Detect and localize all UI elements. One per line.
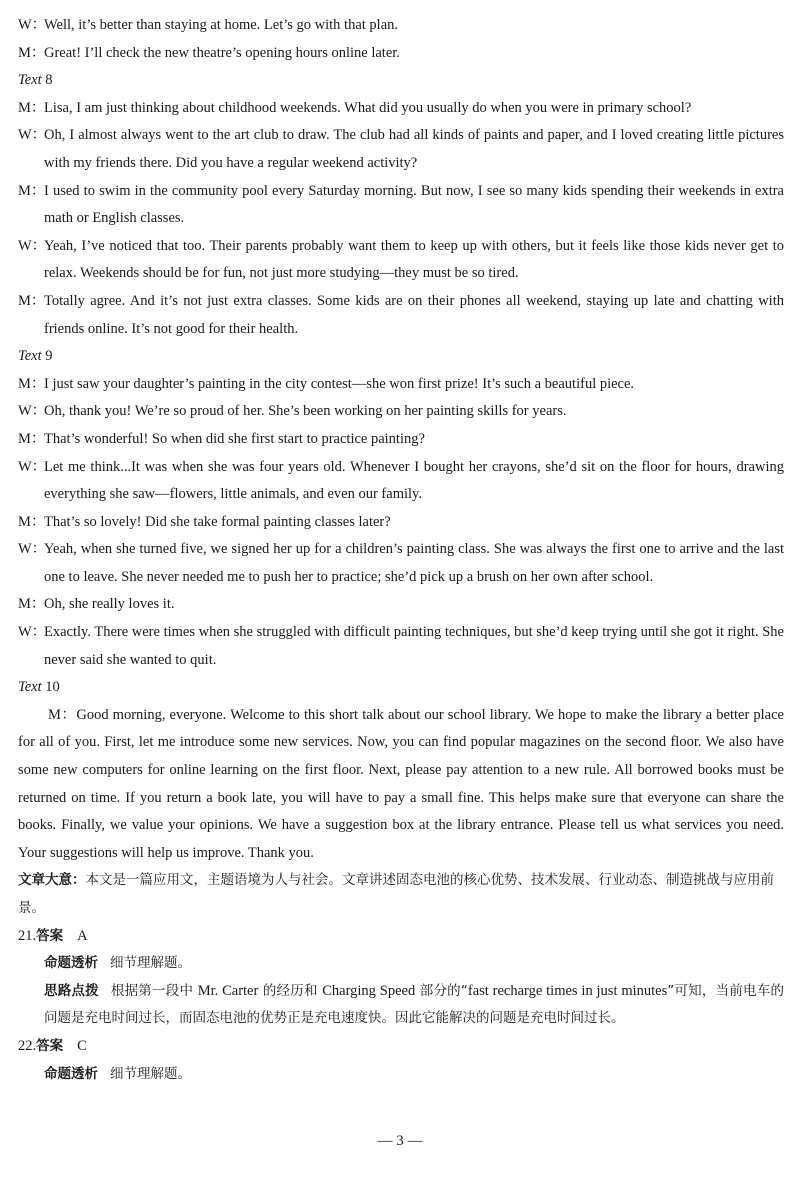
summary-label: 文章大意： — [18, 872, 86, 889]
answer-label: 答案 — [36, 927, 64, 944]
dialog-line — [18, 122, 784, 177]
dialog-text: Well, it’s better than staying at home. Let’s go with that plan. — [44, 17, 399, 33]
heading-italic: Text — [18, 348, 42, 365]
document-page — [18, 12, 784, 1088]
answer-header-21 — [18, 923, 784, 951]
dialog-line — [18, 95, 784, 123]
speaker-label: M： — [18, 182, 46, 199]
hint-text-en: Mr. Carter — [197, 982, 259, 999]
speaker-label: W： — [18, 458, 47, 475]
speaker-label: M： — [18, 44, 46, 61]
monologue-paragraph: M：Good morning, everyone. Welcome to this short talk about our school library. We hope to make the library a better place for all of you. First, let me introduce some new services. Now, you can find popular magazines on the second floor. We also have some new computers for online learning on the first floor. Next, please pay attention to a new rule. All borrowed books must be returned on time. If you return a book late, you will have to pay a small fine. This helps make sure that everyone can share the books. Finally, we value your opinions. We have a suggestion box at the library entrance. Please tell us what services you need. Your suggestions will help us improve. Thank you. — [18, 706, 784, 861]
analysis-label: 命题透析 — [44, 1065, 98, 1082]
hint-paragraph — [18, 978, 784, 1033]
heading-number: 8 — [41, 72, 53, 89]
speaker-label: M： — [18, 513, 46, 530]
dialog-text: That’s wonderful! So when did she first start to practice painting? — [44, 430, 425, 447]
dialog-line — [18, 509, 784, 537]
heading-number: 10 — [41, 679, 60, 696]
analysis-text: 细节理解题。 — [110, 1065, 191, 1082]
speaker-label: W： — [18, 127, 47, 144]
hint-label: 思路点拨 — [44, 982, 99, 999]
dialog-text: Lisa, I am just thinking about childhood weekends. What did you usually do when you were in primary school? — [44, 99, 692, 116]
dialog-line — [18, 288, 784, 343]
heading-number: 9 — [41, 348, 53, 365]
speaker-label: W： — [18, 403, 47, 420]
dialog-text: Yeah, I’ve noticed that too. Their parents probably want them to keep up with others, but it feels like those kids never get to relax. Weekends should be for fun, not just more studying—they must be so tired. — [44, 237, 784, 282]
dialog-line — [18, 591, 784, 619]
section-heading-text9 — [18, 343, 784, 371]
hint-text: 的经历和 — [258, 982, 323, 999]
answer-header-22 — [18, 1033, 784, 1061]
dialog-text: Totally agree. And it’s not just extra classes. Some kids are on their phones all weekend, staying up late and chatting with friends online. It’s not good for their health. — [44, 292, 784, 337]
dialog-line — [18, 178, 784, 233]
speaker-label: M： — [18, 375, 46, 392]
dialog-line — [18, 398, 784, 426]
analysis-text: 细节理解题。 — [110, 955, 191, 972]
dialog-text: Yeah, when she turned five, we signed her up for a children’s painting class. She was always the first one to arrive and the last one to leave. She never needed me to push her to practice; she’d pick up a brush on her own after school. — [44, 541, 784, 585]
dialog-line — [18, 454, 784, 509]
hint-text-en: fast recharge times in just minutes — [467, 982, 668, 999]
answer-label: 答案 — [36, 1037, 64, 1054]
dialog-text: Exactly. There were times when she struggled with difficult painting techniques, but she’d keep trying until she got it right. She never said she wanted to quit. — [44, 624, 784, 668]
speaker-label: W： — [18, 624, 47, 641]
page-number: — 3 — — [377, 1133, 423, 1149]
dialog-text: Oh, thank you! We’re so proud of her. She’s been working on her painting skills for years. — [44, 403, 567, 420]
analysis-line — [18, 1061, 784, 1089]
dialog-text: Oh, I almost always went to the art club to draw. The club had all kinds of paints and paper, and I loved creating little pictures with my friends there. Did you have a regular weekend activity? — [44, 127, 784, 171]
heading-italic: Text — [18, 72, 42, 89]
summary-text: 本文是一篇应用文，主题语境为人与社会。文章讲述固态电池的核心优势、技术发展、行业动态、制造挑战与应用前景。 — [18, 872, 774, 916]
section-heading-text10 — [18, 674, 784, 702]
dialog-text: Oh, she really loves it. — [44, 596, 175, 613]
answer-value: C — [77, 1037, 87, 1054]
dialog-text: Great! I’ll check the new theatre’s opening hours online later. — [44, 44, 400, 61]
hint-text: 部分的“ — [415, 982, 468, 999]
analysis-line — [18, 950, 784, 978]
dialog-text: I just saw your daughter’s painting in the city contest—she won first prize! It’s such a beautiful piece. — [44, 375, 635, 392]
dialog-line — [18, 12, 784, 40]
question-number: 22. — [18, 1037, 37, 1054]
question-number: 21. — [18, 927, 37, 944]
speaker-label: M： — [18, 292, 46, 309]
speaker-label: W： — [18, 541, 47, 558]
dialog-line — [18, 536, 784, 591]
summary-paragraph — [18, 867, 784, 922]
dialog-line — [18, 426, 784, 454]
dialog-text: That’s so lovely! Did she take formal painting classes later? — [44, 513, 391, 530]
speaker-label: W： — [18, 17, 47, 33]
speaker-label: W： — [18, 237, 47, 254]
dialog-line — [18, 371, 784, 399]
speaker-label: M： — [18, 596, 46, 613]
hint-text-en: Charging Speed — [322, 982, 416, 999]
dialog-line — [18, 233, 784, 288]
hint-text: ”可知，当前电车的问题是充电时间过长，而固态电池的优势正是充电速度快。因此它能解决的问题是充电时间过长。 — [44, 982, 784, 1027]
speaker-label: M： — [18, 99, 46, 116]
dialog-text: I used to swim in the community pool every Saturday morning. But now, I see so many kids spending their weekends in extra math or English classes. — [44, 182, 784, 227]
speaker-label: M： — [18, 430, 46, 447]
heading-italic: Text — [18, 679, 42, 696]
hint-text: 根据第一段中 — [110, 982, 198, 999]
dialog-line — [18, 619, 784, 674]
analysis-label: 命题透析 — [44, 955, 98, 972]
section-heading-text8 — [18, 67, 784, 95]
dialog-line — [18, 40, 784, 68]
answer-value: A — [77, 927, 88, 944]
dialog-text: Let me think...It was when she was four years old. Whenever I bought her crayons, she’d sit on the floor for hours, drawing everything she saw—flowers, little animals, and even our family. — [44, 458, 784, 503]
